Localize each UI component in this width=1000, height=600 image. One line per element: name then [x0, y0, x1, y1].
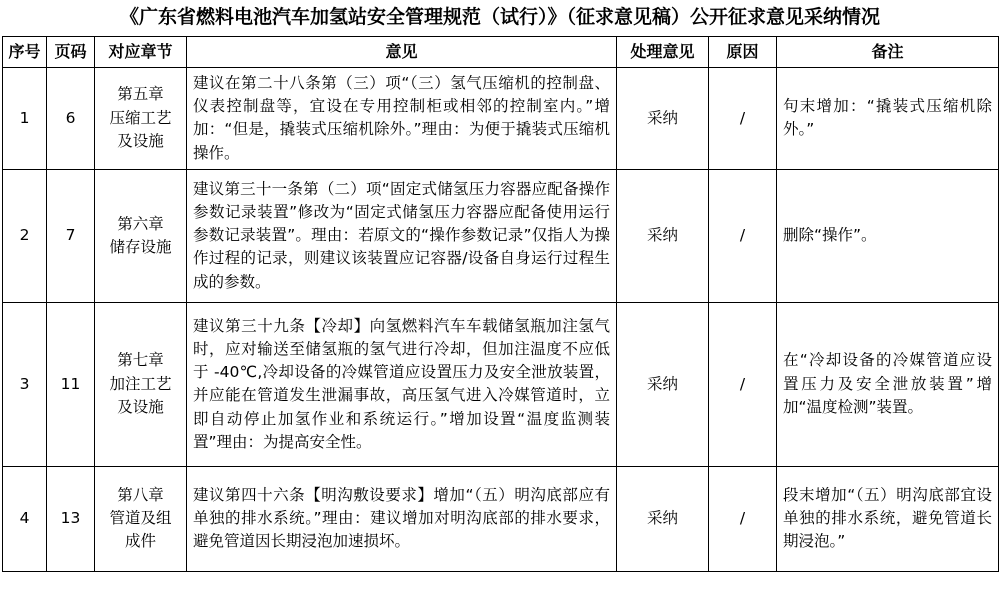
cell-note: 在“冷却设备的冷媒管道应设置压力及安全泄放装置”增加“温度检测”装置。 [777, 302, 999, 466]
chapter-line: 第七章 [117, 351, 164, 370]
table-row [3, 67, 999, 169]
chapter-line: 压缩工艺 [109, 108, 172, 127]
column-header-opinion: 意见 [187, 36, 617, 67]
chapter-line: 储存设施 [109, 237, 172, 256]
cell-page: 6 [47, 67, 95, 169]
column-header-reason: 原因 [709, 36, 777, 67]
chapter-line: 及设施 [117, 131, 164, 150]
page-title: 《广东省燃料电池汽车加氢站安全管理规范（试行）》（征求意见稿）公开征求意见采纳情况 [119, 6, 880, 28]
column-header-page: 页码 [47, 36, 95, 67]
chapter-line: 第六章 [117, 214, 164, 233]
cell-reason: / [709, 302, 777, 466]
cell-chapter [95, 466, 187, 571]
cell-note: 段末增加“（五）明沟底部宜设单独的排水系统，避免管道长期浸泡。” [777, 466, 999, 571]
cell-reason: / [709, 67, 777, 169]
cell-page: 7 [47, 169, 95, 302]
chapter-line: 成件 [124, 532, 156, 551]
cell-seq: 4 [3, 466, 47, 571]
cell-result: 采纳 [617, 67, 709, 169]
cell-seq: 3 [3, 302, 47, 466]
cell-opinion: 建议第三十九条【冷却】向氢燃料汽车车载储氢瓶加注氢气时，应对输送至储氢瓶的氢气进行冷却，但加注温度不应低于 -40℃,冷却设备的冷媒管道应设置压力及安全泄放装置，并应能在管道发生泄漏事故，高压氢气进入冷媒管道时，立即自动停止加氢作业和系统运行。”增加设置“温度监测装置”理由：为提高安全性。 [187, 302, 617, 466]
column-header-result: 处理意见 [617, 36, 709, 67]
table-row [3, 169, 999, 302]
chapter-line: 管道及组 [109, 509, 172, 528]
chapter-line: 加注工艺 [109, 374, 172, 393]
table-header-row [3, 36, 999, 67]
chapter-line: 及设施 [117, 397, 164, 416]
cell-page: 13 [47, 466, 95, 571]
opinion-adoption-table [2, 36, 999, 572]
cell-seq: 2 [3, 169, 47, 302]
cell-result: 采纳 [617, 302, 709, 466]
column-header-seq: 序号 [3, 36, 47, 67]
table-row [3, 466, 999, 571]
cell-reason: / [709, 169, 777, 302]
cell-note: 句末增加：“撬装式压缩机除外。” [777, 67, 999, 169]
table-row [3, 302, 999, 466]
cell-chapter [95, 169, 187, 302]
cell-opinion: 建议第三十一条第（二）项“固定式储氢压力容器应配备操作参数记录装置”修改为“固定式储氢压力容器应配备使用运行参数记录装置”。理由：若原文的“操作参数记录”仅指人为操作过程的记录，则建议该装置应记容器/设备自身运行过程生成的参数。 [187, 169, 617, 302]
cell-result: 采纳 [617, 466, 709, 571]
cell-note: 删除“操作”。 [777, 169, 999, 302]
cell-opinion: 建议在第二十八条第（三）项“（三）氢气压缩机的控制盘、仪表控制盘等，宜设在专用控制柜或相邻的控制室内。”增加：“但是，撬装式压缩机除外。”理由：为便于撬装式压缩机操作。 [187, 67, 617, 169]
chapter-line: 第八章 [117, 485, 164, 504]
chapter-line: 第五章 [117, 85, 164, 104]
column-header-chapter: 对应章节 [95, 36, 187, 67]
cell-result: 采纳 [617, 169, 709, 302]
cell-page: 11 [47, 302, 95, 466]
cell-chapter [95, 302, 187, 466]
cell-seq: 1 [3, 67, 47, 169]
column-header-note: 备注 [777, 36, 999, 67]
cell-opinion: 建议第四十六条【明沟敷设要求】增加“（五）明沟底部应有单独的排水系统。”理由：建议增加对明沟底部的排水要求，避免管道因长期浸泡加速损坏。 [187, 466, 617, 571]
cell-reason: / [709, 466, 777, 571]
cell-chapter [95, 67, 187, 169]
